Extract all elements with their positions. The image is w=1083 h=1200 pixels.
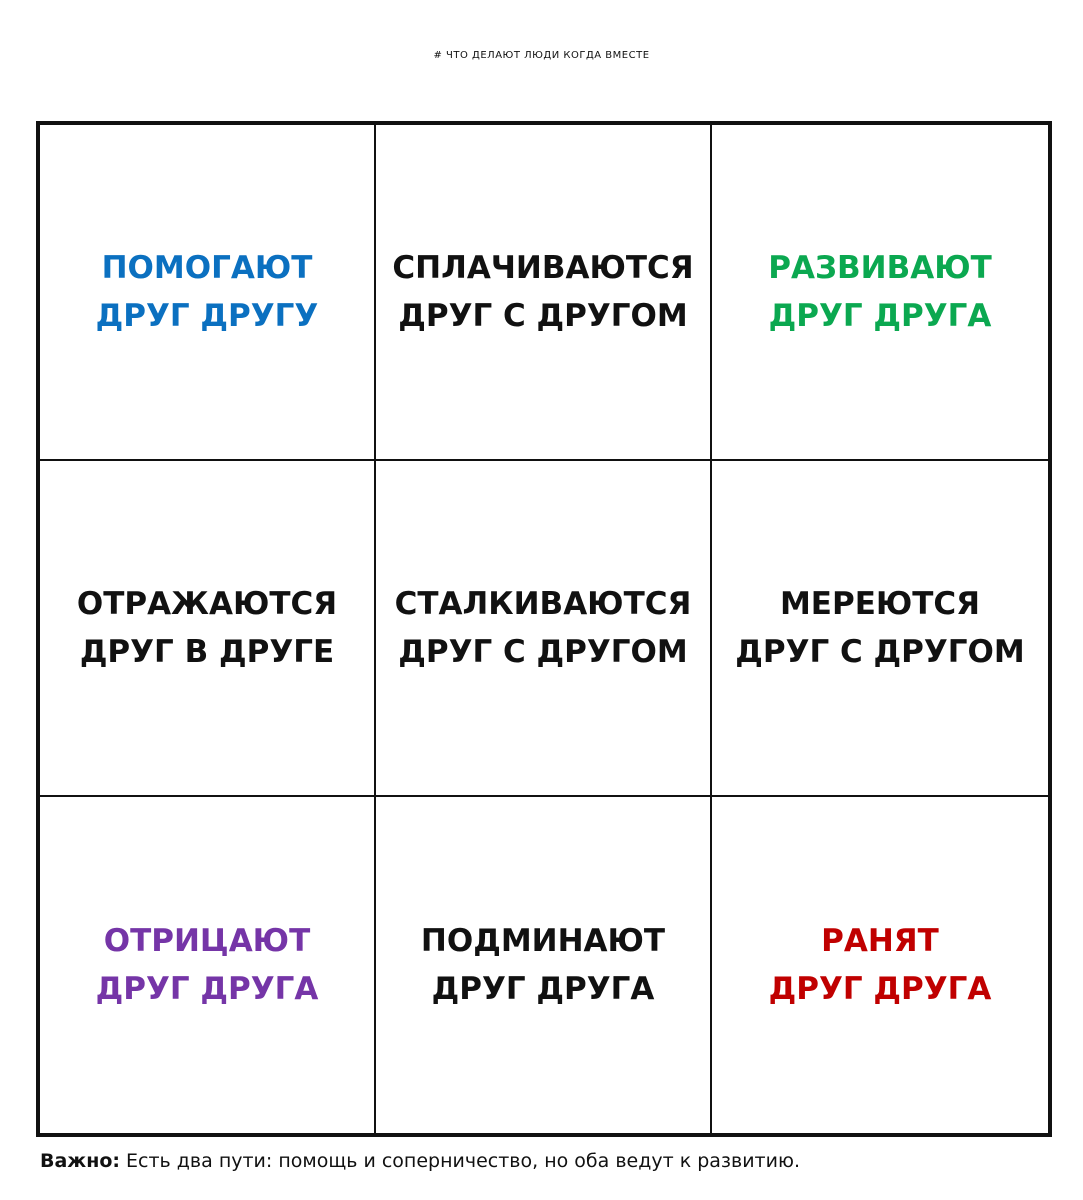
cell-label-line1: СТАЛКИВАЮТСЯ: [394, 586, 692, 622]
cell-label-line1: СПЛАЧИВАЮТСЯ: [392, 250, 694, 286]
grid-cell-help: [40, 125, 376, 461]
cell-label: [769, 917, 992, 1013]
cell-label: [96, 244, 319, 340]
cell-label-line2: ДРУГ С ДРУГОМ: [398, 298, 688, 334]
cell-label-line2: ДРУГ С ДРУГОМ: [398, 634, 688, 670]
grid-cell-develop: [712, 125, 1048, 461]
cell-label-line1: ОТРАЖАЮТСЯ: [76, 586, 338, 622]
cell-label-line1: РАЗВИВАЮТ: [768, 250, 992, 286]
grid-cell-collide: [376, 461, 712, 797]
cell-label-line1: ОТРИЦАЮТ: [103, 923, 311, 959]
grid-cell-reflect: [40, 461, 376, 797]
cell-label: [395, 580, 692, 676]
cell-label: [392, 244, 693, 340]
cell-label: [96, 917, 319, 1013]
cell-label-line2: ДРУГ ДРУГУ: [95, 298, 319, 334]
footnote-label: Важно:: [40, 1150, 120, 1172]
footnote-text: Есть два пути: помощь и соперничество, но оба ведут к развитию.: [120, 1150, 801, 1172]
cell-label: [735, 580, 1025, 676]
cell-label-line2: ДРУГ С ДРУГОМ: [735, 634, 1025, 670]
grid-cell-suppress: [376, 797, 712, 1133]
cell-label-line1: РАНЯТ: [821, 923, 939, 959]
page-title: # ЧТО ДЕЛАЮТ ЛЮДИ КОГДА ВМЕСТЕ: [433, 50, 650, 61]
cell-label-line2: ДРУГ В ДРУГЕ: [79, 634, 335, 670]
cell-label-line1: МЕРЕЮТСЯ: [779, 586, 981, 622]
grid-cell-deny: [40, 797, 376, 1133]
cell-label: [77, 580, 337, 676]
grid-cell-hurt: [712, 797, 1048, 1133]
activity-grid: [36, 121, 1052, 1137]
cell-label: [421, 917, 665, 1013]
footnote: [40, 1148, 800, 1174]
cell-label-line1: ПОМОГАЮТ: [101, 250, 313, 286]
cell-label-line2: ДРУГ ДРУГА: [431, 971, 655, 1007]
cell-label-line2: ДРУГ ДРУГА: [95, 971, 319, 1007]
cell-label: [768, 244, 991, 340]
grid-cell-unite: [376, 125, 712, 461]
grid-cell-compete: [712, 461, 1048, 797]
cell-label-line2: ДРУГ ДРУГА: [768, 298, 992, 334]
cell-label-line2: ДРУГ ДРУГА: [768, 971, 992, 1007]
cell-label-line1: ПОДМИНАЮТ: [420, 923, 666, 959]
